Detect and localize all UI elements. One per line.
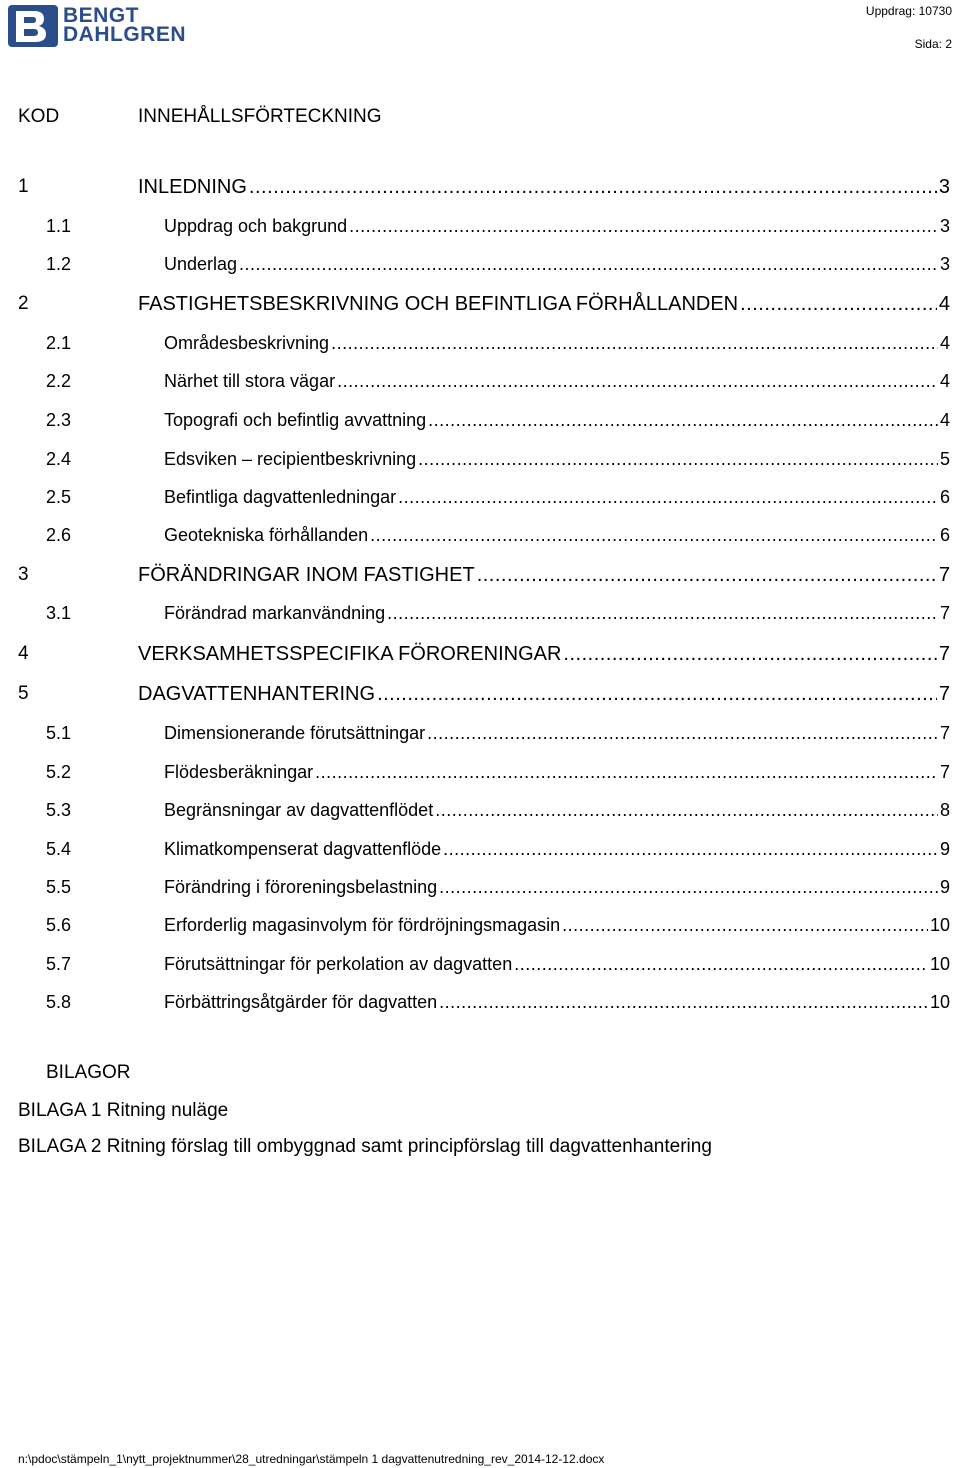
toc-entry-number: 3.1 xyxy=(46,603,72,623)
toc-entry-number: 3 xyxy=(18,564,29,585)
toc-entry[interactable] xyxy=(0,762,960,786)
toc-entry-title: Klimatkompenserat dagvattenflöde xyxy=(164,839,442,859)
toc-heading: INNEHÅLLSFÖRTECKNING xyxy=(138,106,382,127)
toc-entry-title: Dimensionerande förutsättningar xyxy=(164,723,426,743)
bilaga-2: BILAGA 2 Ritning förslag till ombyggnad samt principförslag till dagvattenhantering xyxy=(18,1136,712,1157)
toc-entry-number: 2.5 xyxy=(46,487,72,507)
logo-line-2: DAHLGREN xyxy=(63,23,186,46)
toc-entry[interactable] xyxy=(0,954,960,978)
toc-entry-page: 7 xyxy=(939,603,950,623)
toc-entry-page: 4 xyxy=(939,371,950,391)
toc-entry-line xyxy=(164,371,950,392)
logo-wordmark xyxy=(63,6,186,44)
toc-entry-line xyxy=(164,877,950,898)
toc-dot-leader xyxy=(370,525,938,546)
toc-entry-line xyxy=(164,992,950,1013)
toc-entry[interactable] xyxy=(0,254,960,278)
toc-entry-title: Förutsättningar för perkolation av dagvatten xyxy=(164,954,513,974)
toc-entry-number: 5.7 xyxy=(46,954,72,974)
toc-dot-leader xyxy=(337,371,938,392)
assignment-number: Uppdrag: 10730 xyxy=(865,4,952,18)
toc-dot-leader xyxy=(377,683,937,706)
toc-dot-leader xyxy=(249,176,937,199)
toc-entry-line xyxy=(164,487,950,508)
toc-dot-leader xyxy=(477,564,937,587)
toc-entry[interactable] xyxy=(0,449,960,473)
toc-entry-line xyxy=(164,723,950,744)
toc-entry-line xyxy=(164,333,950,354)
toc-entry-page: 7 xyxy=(939,762,950,782)
toc-entry[interactable] xyxy=(0,176,960,200)
bilaga-1: BILAGA 1 Ritning nuläge xyxy=(18,1100,229,1121)
toc-entry[interactable] xyxy=(0,723,960,747)
toc-entry-title: INLEDNING xyxy=(138,176,247,198)
toc-entry-number: 5.1 xyxy=(46,723,72,743)
toc-entry-title: Områdesbeskrivning xyxy=(164,333,330,353)
toc-entry[interactable] xyxy=(0,603,960,627)
toc-entry-title: Edsviken – recipientbeskrivning xyxy=(164,449,417,469)
toc-entry-number: 2.6 xyxy=(46,525,72,545)
toc-dot-leader xyxy=(562,915,928,936)
toc-entry-title: VERKSAMHETSSPECIFIKA FÖRORENINGAR xyxy=(138,643,562,665)
toc-entry-number: 5.2 xyxy=(46,762,72,782)
toc-entry-title: FÖRÄNDRINGAR INOM FASTIGHET xyxy=(138,564,475,586)
toc-entry-line xyxy=(138,683,950,706)
toc-entry[interactable] xyxy=(0,293,960,317)
toc-dot-leader xyxy=(563,643,936,666)
toc-entry-page: 3 xyxy=(938,176,950,198)
toc-entry-title: DAGVATTENHANTERING xyxy=(138,683,376,705)
toc-entry-number: 5.6 xyxy=(46,915,72,935)
toc-entry-title: Topografi och befintlig avvattning xyxy=(164,410,427,430)
toc-entry-page: 10 xyxy=(929,954,950,974)
toc-entry[interactable] xyxy=(0,371,960,395)
toc-entry[interactable] xyxy=(0,487,960,511)
toc-entry-line xyxy=(138,176,950,199)
toc-entry-line xyxy=(164,410,950,431)
toc-entry-number: 1.2 xyxy=(46,254,72,274)
toc-entry-page: 9 xyxy=(939,877,950,897)
toc-dot-leader xyxy=(439,877,938,898)
toc-entry[interactable] xyxy=(0,643,960,667)
toc-entry-number: 2.1 xyxy=(46,333,72,353)
toc-kod-label: KOD xyxy=(18,106,60,127)
toc-dot-leader xyxy=(398,487,938,508)
toc-entry-line xyxy=(164,762,950,783)
toc-dot-leader xyxy=(443,839,938,860)
toc-entry-line xyxy=(164,525,950,546)
toc-dot-leader xyxy=(435,800,938,821)
toc-dot-leader xyxy=(418,449,938,470)
toc-dot-leader xyxy=(349,216,938,237)
toc-entry-title: Närhet till stora vägar xyxy=(164,371,336,391)
toc-entry[interactable] xyxy=(0,915,960,939)
toc-dot-leader xyxy=(740,293,937,316)
toc-entry-page: 6 xyxy=(939,487,950,507)
toc-dot-leader xyxy=(315,762,938,783)
toc-entry-line xyxy=(138,643,950,666)
toc-dot-leader xyxy=(331,333,938,354)
toc-dot-leader xyxy=(514,954,928,975)
toc-entry-title: Befintliga dagvattenledningar xyxy=(164,487,397,507)
toc-entry-line xyxy=(164,954,950,975)
toc-entry[interactable] xyxy=(0,333,960,357)
toc-entry-title: Uppdrag och bakgrund xyxy=(164,216,348,236)
toc-entry[interactable] xyxy=(0,683,960,707)
toc-entry-title: Underlag xyxy=(164,254,238,274)
toc-entry-number: 5 xyxy=(18,683,29,704)
toc-entry[interactable] xyxy=(0,410,960,434)
toc-dot-leader xyxy=(428,410,938,431)
toc-entry-line xyxy=(164,254,950,275)
toc-entry-page: 3 xyxy=(939,254,950,274)
toc-dot-leader xyxy=(387,603,938,624)
toc-entry[interactable] xyxy=(0,800,960,824)
toc-entry-page: 7 xyxy=(938,683,950,705)
toc-entry-page: 7 xyxy=(938,643,950,665)
toc-entry-page: 4 xyxy=(939,410,950,430)
toc-entry-title: Förändring i föroreningsbelastning xyxy=(164,877,438,897)
toc-entry-title: Geotekniska förhållanden xyxy=(164,525,369,545)
toc-entry-line xyxy=(164,800,950,821)
toc-entry-line xyxy=(164,603,950,624)
toc-entry-page: 7 xyxy=(939,723,950,743)
toc-entry-page: 6 xyxy=(939,525,950,545)
toc-dot-leader xyxy=(239,254,938,275)
toc-entry-number: 2.4 xyxy=(46,449,72,469)
toc-entry[interactable] xyxy=(0,564,960,588)
toc-entry-number: 1 xyxy=(18,176,29,197)
toc-entry-title: Begränsningar av dagvattenflödet xyxy=(164,800,434,820)
toc-entry[interactable] xyxy=(0,525,960,549)
toc-entry-title: Flödesberäkningar xyxy=(164,762,314,782)
company-logo xyxy=(8,5,184,49)
toc-entry[interactable] xyxy=(0,992,960,1016)
page-number: Sida: 2 xyxy=(914,37,952,51)
toc-entry[interactable] xyxy=(0,877,960,901)
toc-entry-number: 5.5 xyxy=(46,877,72,897)
toc-dot-leader xyxy=(439,992,928,1013)
toc-entry-title: Förbättringsåtgärder för dagvatten xyxy=(164,992,438,1012)
toc-dot-leader xyxy=(427,723,938,744)
toc-entry-line xyxy=(138,564,950,587)
toc-entry-page: 10 xyxy=(929,992,950,1012)
toc-entry-number: 5.3 xyxy=(46,800,72,820)
toc-entry-line xyxy=(164,216,950,237)
toc-entry-page: 5 xyxy=(939,449,950,469)
toc-entry-number: 4 xyxy=(18,643,29,664)
toc-entry-line xyxy=(164,915,950,936)
toc-entry-page: 3 xyxy=(939,216,950,236)
toc-entry-line xyxy=(138,293,950,316)
toc-entry-number: 5.4 xyxy=(46,839,72,859)
toc-entry-line xyxy=(164,839,950,860)
toc-entry-number: 2.2 xyxy=(46,371,72,391)
toc-entry-page: 8 xyxy=(939,800,950,820)
toc-entry-page: 4 xyxy=(939,333,950,353)
toc-entry-title: FASTIGHETSBESKRIVNING OCH BEFINTLIGA FÖRHÅLLANDEN xyxy=(138,293,739,315)
toc-entry-title: Erforderlig magasinvolym för fördröjningsmagasin xyxy=(164,915,561,935)
toc-entry-number: 1.1 xyxy=(46,216,72,236)
logo-b-icon xyxy=(8,5,58,47)
toc-entry-number: 5.8 xyxy=(46,992,72,1012)
toc-entry-number: 2.3 xyxy=(46,410,72,430)
toc-entry-title: Förändrad markanvändning xyxy=(164,603,386,623)
toc-entry-page: 9 xyxy=(939,839,950,859)
toc-entry-line xyxy=(164,449,950,470)
toc-entry-page: 4 xyxy=(938,293,950,315)
toc-entry-number: 2 xyxy=(18,293,29,314)
toc-entry-page: 7 xyxy=(938,564,950,586)
toc-entry[interactable] xyxy=(0,216,960,240)
toc-entry-page: 10 xyxy=(929,915,950,935)
logo-line-1: BENGT xyxy=(63,4,139,27)
logo-mark-icon xyxy=(8,5,58,47)
file-path-footer: n:\pdoc\stämpeln_1\nytt_projektnummer\28_utredningar\stämpeln 1 dagvattenutredning_rev_2014-12-12.docx xyxy=(18,1452,605,1466)
toc-entry[interactable] xyxy=(0,839,960,863)
bilagor-heading: BILAGOR xyxy=(46,1062,131,1083)
